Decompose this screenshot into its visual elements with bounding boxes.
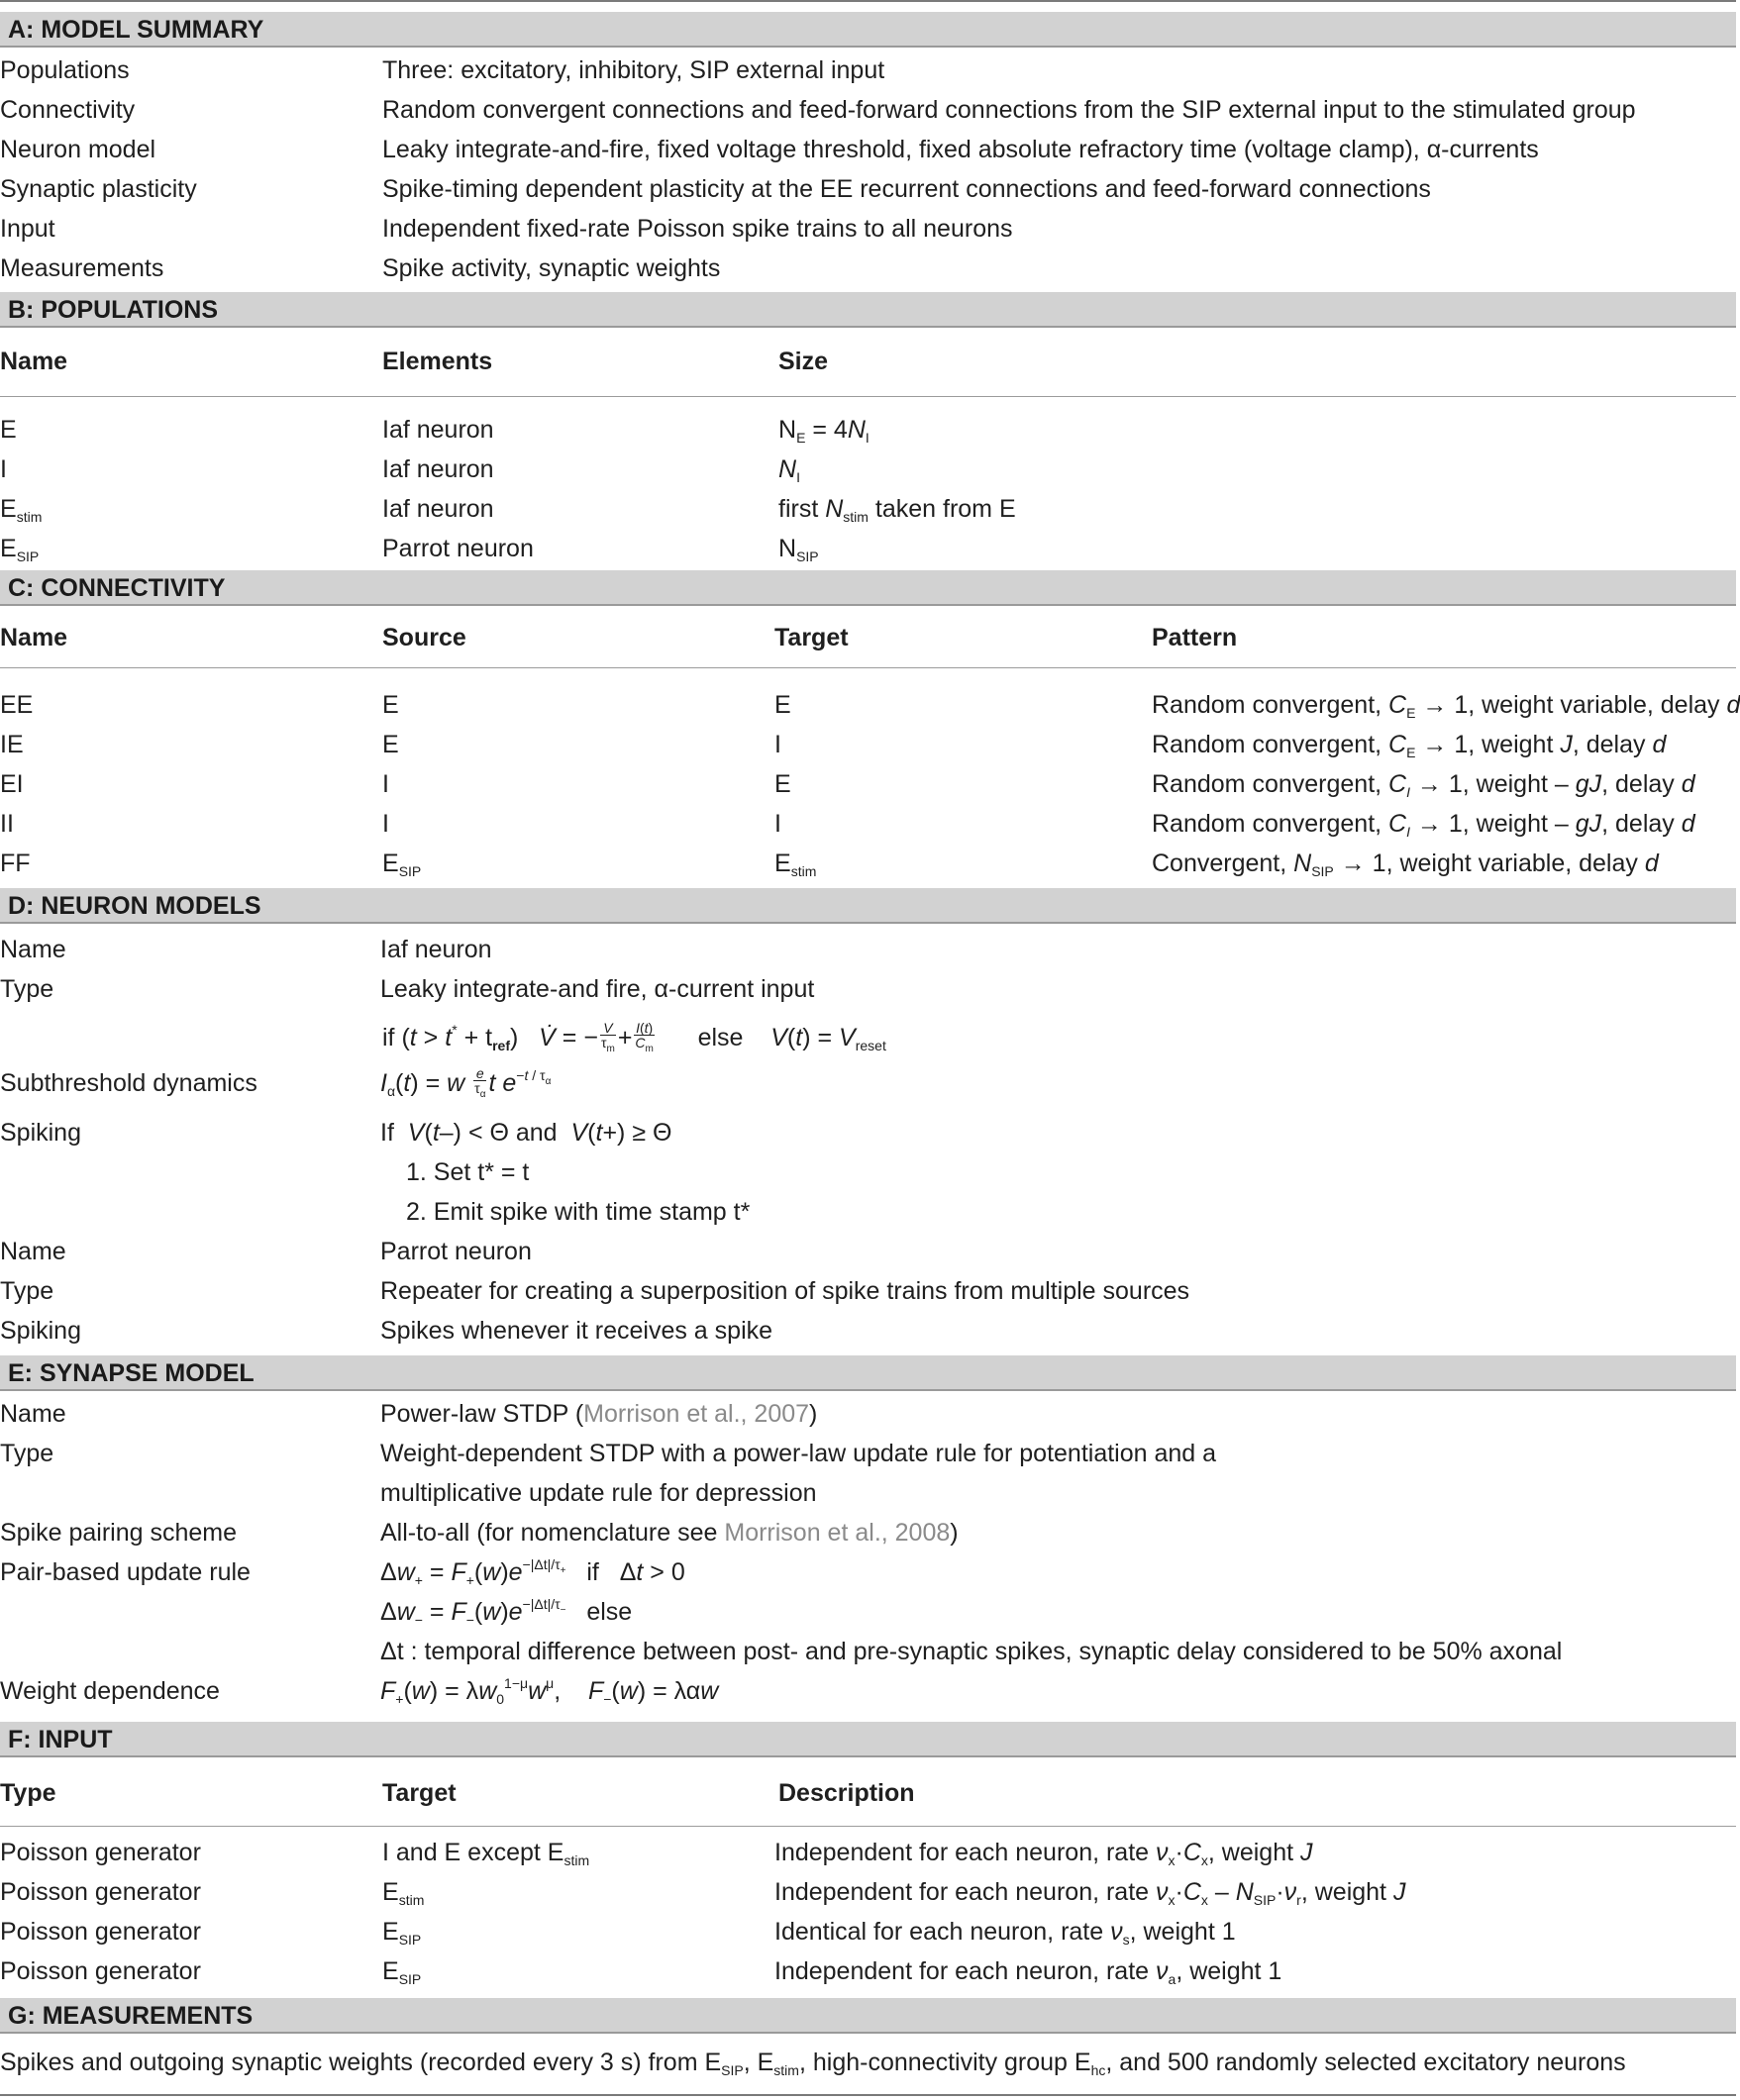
input-target: $E_{SIP}$ <box>382 1957 422 1987</box>
bottom-rule <box>0 2094 1736 2096</box>
synapse-label: Spike pairing scheme <box>0 1519 238 1547</box>
spiking-step: 1. Set t* = t <box>406 1158 530 1186</box>
table-row <box>0 1951 1736 1991</box>
weight-dependence-equation: $F_+(w) = \lambda w_0^{1-\mu}w^\mu$, $F_-(w) = \lambda\alpha w$ <box>380 1675 719 1707</box>
table-row <box>0 804 1736 844</box>
neuron-row <box>0 1232 1736 1271</box>
synapse-note: Δt : temporal difference between post- and pre-synaptic spikes, synaptic delay considered to be 50% axonal <box>380 1638 1563 1665</box>
input-type: Poisson generator <box>0 1839 201 1866</box>
connection-pattern: Random convergent, $C_I \to 1$, weight – gJ, delay d <box>1152 810 1695 840</box>
table-row <box>0 1833 1736 1872</box>
divider <box>0 396 1736 397</box>
neuron-row <box>0 1113 1736 1152</box>
summary-value: Random convergent connections and feed-forward connections from the SIP external input to the stimulated group <box>382 96 1636 124</box>
section-header-measurements: G: MEASUREMENTS <box>0 1998 1736 2034</box>
connection-target: $E_{stim}$ <box>774 850 817 879</box>
section-header-model-summary: A: MODEL SUMMARY <box>0 12 1736 48</box>
connection-pattern: Convergent, $N_{SIP} \to 1$, weight variable, delay d <box>1152 850 1659 879</box>
measurements-text: Spikes and outgoing synaptic weights (recorded every 3 s) from $E_{SIP}$, $E_{stim}$, high-connectivity group $E_{hc}$, and 500 randomly selected excitatory neurons <box>0 2049 1626 2078</box>
potentiation-equation: $\Delta w_+ = F_+(w)e^{-|\Delta t|/\tau_+}$ if Δt > 0 <box>380 1556 685 1588</box>
summary-label: Populations <box>0 56 130 84</box>
column-header: Description <box>778 1779 915 1807</box>
summary-row <box>0 169 1736 209</box>
spiking-step: 2. Emit spike with time stamp t* <box>406 1198 751 1226</box>
neuron-row <box>0 1152 1736 1192</box>
connection-target: E <box>774 691 791 719</box>
summary-label: Connectivity <box>0 96 136 124</box>
section-header-neuron-models: D: NEURON MODELS <box>0 888 1736 924</box>
table-header-row <box>0 1773 1736 1813</box>
summary-label: Measurements <box>0 254 164 282</box>
connection-source: I <box>382 770 389 798</box>
population-size: $N_{SIP}$ <box>778 535 819 564</box>
synapse-value: All-to-all (for nomenclature see Morrison et al., 2008) <box>380 1519 959 1547</box>
citation-link[interactable]: Morrison et al., 2007 <box>583 1400 810 1428</box>
summary-label: Neuron model <box>0 136 156 163</box>
column-header: Name <box>0 624 68 651</box>
summary-value: Independent fixed-rate Poisson spike trains to all neurons <box>382 215 1013 243</box>
section-header-synapse-model: E: SYNAPSE MODEL <box>0 1355 1736 1391</box>
column-header: Name <box>0 348 68 375</box>
measurements-row <box>0 2043 1736 2082</box>
neuron-value: Repeater for creating a superposition of spike trains from multiple sources <box>380 1277 1190 1305</box>
summary-row <box>0 249 1736 288</box>
summary-label: Input <box>0 215 55 243</box>
citation-link[interactable]: Morrison et al., 2008 <box>724 1519 951 1547</box>
neuron-label: Spiking <box>0 1317 81 1345</box>
neuron-row <box>0 1192 1736 1232</box>
input-description: Independent for each neuron, rate $\nu_x\cdot C_x$, weight J <box>774 1839 1313 1868</box>
population-name: I <box>0 455 7 483</box>
neuron-row <box>0 1063 1736 1103</box>
input-description: Independent for each neuron, rate $\nu_x\cdot C_x - N_{SIP}\cdot\nu_r$, weight J <box>774 1878 1406 1908</box>
connection-name: II <box>0 810 14 838</box>
input-type: Poisson generator <box>0 1878 201 1906</box>
population-elements: Iaf neuron <box>382 495 494 523</box>
synapse-row <box>0 1592 1736 1632</box>
neuron-label: Name <box>0 936 66 963</box>
table-row <box>0 685 1740 725</box>
connection-source: $E_{SIP}$ <box>382 850 422 879</box>
summary-row <box>0 130 1736 169</box>
population-size: first $N_{stim}$ taken from E <box>778 495 1016 525</box>
population-elements: Iaf neuron <box>382 455 494 483</box>
summary-row <box>0 50 1736 90</box>
table-row <box>0 450 1736 489</box>
table-row <box>0 489 1736 529</box>
synapse-value: Power-law STDP (Morrison et al., 2007) <box>380 1400 818 1428</box>
input-description: Independent for each neuron, rate $\nu_a$, weight 1 <box>774 1957 1282 1987</box>
synapse-row <box>0 1473 1736 1513</box>
connection-source: E <box>382 731 399 758</box>
column-header: Source <box>382 624 466 651</box>
summary-value: Three: excitatory, inhibitory, SIP external input <box>382 56 885 84</box>
neuron-row <box>0 1271 1736 1311</box>
neuron-row <box>0 1018 1736 1057</box>
synapse-row <box>0 1513 1736 1552</box>
synapse-label: Weight dependence <box>0 1677 220 1705</box>
connection-target: I <box>774 810 781 838</box>
synapse-value: multiplicative update rule for depression <box>380 1479 817 1507</box>
membrane-equation: if $(t > t^* + t_{ref})$ V̇ = − $\frac{V}{\tau_m}$ + $\frac{I(t)}{C_m}$ else $V(t) = V_{reset}$ <box>382 1020 886 1055</box>
connection-pattern: Random convergent, $C_E \to 1$, weight variable, delay d <box>1152 691 1740 721</box>
section-header-input: F: INPUT <box>0 1722 1736 1757</box>
population-elements: Parrot neuron <box>382 535 534 562</box>
section-header-populations: B: POPULATIONS <box>0 292 1736 328</box>
neuron-label: Type <box>0 975 54 1003</box>
population-name: E <box>0 416 17 444</box>
neuron-row <box>0 969 1736 1009</box>
table-row <box>0 1912 1736 1951</box>
connection-source: E <box>382 691 399 719</box>
summary-value: Spike activity, synaptic weights <box>382 254 721 282</box>
table-row <box>0 410 1736 450</box>
column-header: Elements <box>382 348 493 375</box>
column-header: Type <box>0 1779 56 1807</box>
synapse-row <box>0 1394 1736 1434</box>
neuron-value: Iaf neuron <box>380 936 492 963</box>
table-row <box>0 764 1736 804</box>
synapse-value: Weight-dependent STDP with a power-law update rule for potentiation and a <box>380 1440 1217 1467</box>
column-header: Pattern <box>1152 624 1238 651</box>
population-size: $N_E = 4N_I$ <box>778 416 870 446</box>
table-header-row <box>0 618 1736 657</box>
connection-name: IE <box>0 731 24 758</box>
top-rule <box>0 0 1736 2</box>
connection-source: I <box>382 810 389 838</box>
connection-name: FF <box>0 850 31 877</box>
synapse-label: Type <box>0 1440 54 1467</box>
synapse-row <box>0 1434 1736 1473</box>
table-row <box>0 1872 1736 1912</box>
neuron-label: Subthreshold dynamics <box>0 1069 257 1097</box>
neuron-label: Spiking <box>0 1119 81 1147</box>
column-header: Target <box>774 624 849 651</box>
synapse-row <box>0 1632 1736 1671</box>
column-header: Target <box>382 1779 457 1807</box>
divider <box>0 1826 1736 1827</box>
population-name: $E_{SIP}$ <box>0 535 40 564</box>
synapse-label: Name <box>0 1400 66 1428</box>
input-description: Identical for each neuron, rate $\nu_s$, weight 1 <box>774 1918 1236 1948</box>
synapse-row <box>0 1671 1736 1711</box>
table-row <box>0 844 1736 883</box>
summary-value: Spike-timing dependent plasticity at the EE recurrent connections and feed-forward connections <box>382 175 1431 203</box>
neuron-label: Type <box>0 1277 54 1305</box>
input-target: $E_{stim}$ <box>382 1878 425 1908</box>
synapse-label: Pair-based update rule <box>0 1558 251 1586</box>
summary-label: Synaptic plasticity <box>0 175 197 203</box>
neuron-row <box>0 1311 1736 1350</box>
depression-equation: $\Delta w_- = F_-(w)e^{-|\Delta t|/\tau_-}$ else <box>380 1596 633 1628</box>
column-header: Size <box>778 348 829 375</box>
neuron-value: Spikes whenever it receives a spike <box>380 1317 773 1345</box>
population-size: $N_I$ <box>778 455 800 485</box>
input-type: Poisson generator <box>0 1918 201 1946</box>
table-header-row <box>0 342 1736 381</box>
input-target: $E_{SIP}$ <box>382 1918 422 1948</box>
population-elements: Iaf neuron <box>382 416 494 444</box>
summary-value: Leaky integrate-and-fire, fixed voltage threshold, fixed absolute refractory time (voltage clamp), α-currents <box>382 136 1539 163</box>
connection-pattern: Random convergent, $C_I \to 1$, weight – gJ, delay d <box>1152 770 1695 800</box>
spiking-condition: If V(t–) < Θ and V(t+) ≥ Θ <box>380 1119 672 1147</box>
population-name: $E_{stim}$ <box>0 495 43 525</box>
section-header-connectivity: C: CONNECTIVITY <box>0 570 1736 606</box>
synapse-row <box>0 1552 1736 1592</box>
input-type: Poisson generator <box>0 1957 201 1985</box>
connection-name: EE <box>0 691 34 719</box>
connection-target: E <box>774 770 791 798</box>
summary-row <box>0 90 1736 130</box>
neuron-label: Name <box>0 1238 66 1265</box>
connection-name: EI <box>0 770 24 798</box>
connection-pattern: Random convergent, $C_E \to 1$, weight J, delay d <box>1152 731 1667 760</box>
alpha-current-equation: $I_\alpha(t) = w$ $\frac{e}{\tau_\alpha}$ t $e^{-t / \tau_\alpha}$ <box>380 1065 552 1101</box>
input-target: I and E except $E_{stim}$ <box>382 1839 590 1868</box>
neuron-value: Leaky integrate-and fire, α-current input <box>380 975 815 1003</box>
table-row <box>0 529 1736 568</box>
divider <box>0 667 1736 668</box>
neuron-value: Parrot neuron <box>380 1238 532 1265</box>
table-row <box>0 725 1736 764</box>
connection-target: I <box>774 731 781 758</box>
summary-row <box>0 209 1736 249</box>
neuron-row <box>0 930 1736 969</box>
